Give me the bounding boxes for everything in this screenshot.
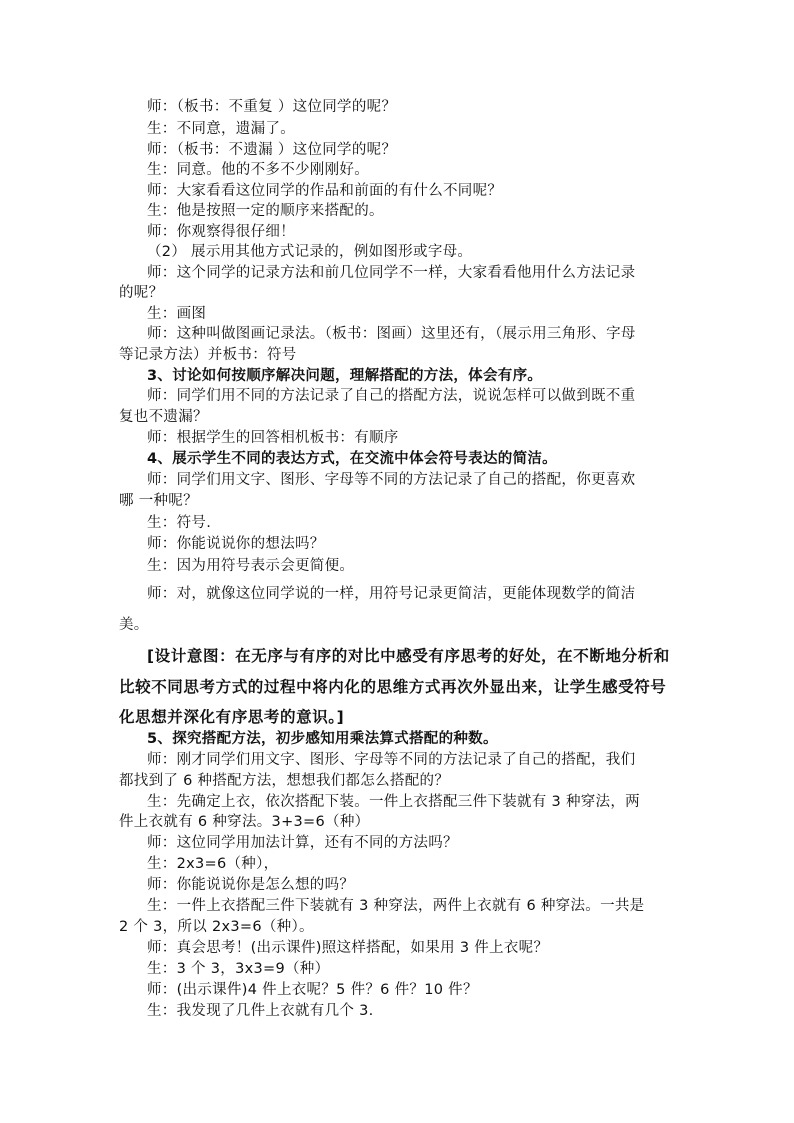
text-line: 师：你能说说你是怎么想的吗？ (147, 877, 355, 893)
text-line: 师：你观察得很仔细！ (147, 224, 295, 240)
text-line: 师：同学们用不同的方法记录了自己的搭配方法，说说怎样可以做到既不重 (147, 388, 636, 404)
text-line: 师：同学们用文字、图形、字母等不同的方法记录了自己的搭配，你更喜欢 (147, 472, 636, 488)
text-line: 复也不遗漏？ (119, 409, 208, 425)
text-line: 师：真会思考！(出示课件)照这样搭配，如果用 3 件上衣呢？ (147, 940, 549, 956)
text-line: 生：先确定上衣，依次搭配下装。一件上衣搭配三件下装就有 3 种穿法，两 (147, 794, 640, 810)
text-line: 师：（板书：不重复 ）这位同学的呢？ (147, 99, 397, 115)
text-line: 师：（板书：不遗漏 ）这位同学的呢？ (147, 142, 397, 158)
text-line: 师：这个同学的记录方法和前几位同学不一样，大家看看他用什么方法记录 (147, 265, 636, 281)
text-line: 生：画图 (147, 306, 207, 322)
section-heading: 3、讨论如何按顺序解决问题，理解搭配的方法，体会有序。 (147, 368, 543, 384)
text-line: （2） 展示用其他方式记录的，例如图形或字母。 (147, 244, 473, 260)
text-line: 生：2x3=6（种）， (147, 856, 279, 872)
text-line: 师：刚才同学们用文字、图形、字母等不同的方法记录了自己的搭配，我们 (147, 752, 636, 768)
text-line: 师：大家看看这位同学的作品和前面的有什么不同呢？ (147, 183, 503, 199)
text-line: 都找到了 6 种搭配方法，想想我们都怎么搭配的？ (119, 773, 450, 789)
text-line: 生：我发现了几件上衣就有几个 3. (147, 1003, 374, 1019)
text-line: 生：他是按照一定的顺序来搭配的。 (147, 203, 384, 219)
text-line: 生：符号. (147, 515, 212, 531)
text-line: 件上衣就有 6 种穿法。3+3=6（种） (119, 814, 370, 830)
text-line: 哪 一种呢？ (119, 493, 198, 509)
text-line: 师：对，就像这位同学说的一样，用符号记录更简洁，更能体现数学的简洁 (147, 586, 636, 602)
text-line: 师：(出示课件)4 件上衣呢？5 件？6 件？10 件？ (147, 982, 478, 998)
text-line: 2 个 3，所以 2x3=6（种）。 (119, 919, 314, 935)
text-line: 美。 (119, 617, 149, 633)
design-intent-note: 化思想并深化有序思考的意识。] (119, 708, 345, 726)
text-line: 生：同意。他的不多不少刚刚好。 (147, 162, 369, 178)
text-line: 的呢？ (119, 285, 164, 301)
text-line: 生：一件上衣搭配三件下装就有 3 种穿法，两件上衣就有 6 种穿法。一共是 (147, 898, 645, 914)
text-line: 生：因为用符号表示会更简便。 (147, 558, 355, 574)
text-line: 生：不同意，遗漏了。 (147, 121, 295, 137)
text-line: 师：你能说说你的想法吗？ (147, 536, 325, 552)
text-line: 师：这种叫做图画记录法。（板书：图画）这里还有，（展示用三角形、字母 (147, 326, 636, 342)
text-line: 等记录方法）并板书：符号 (119, 347, 297, 363)
section-heading: 4、展示学生不同的表达方式，在交流中体会符号表达的简洁。 (147, 451, 557, 467)
section-heading: 5、探究搭配方法，初步感知用乘法算式搭配的种数。 (147, 731, 498, 747)
text-line: 师：根据学生的回答相机板书：有顺序 (147, 430, 399, 446)
design-intent-note: [设计意图：在无序与有序的对比中感受有序思考的好处，在不断地分析和 (147, 647, 670, 665)
text-line: 师：这位同学用加法计算，还有不同的方法吗？ (147, 835, 458, 851)
design-intent-note: 比较不同思考方式的过程中将内化的思维方式再次外显出来，让学生感受符号 (119, 678, 667, 696)
text-line: 生：3 个 3，3x3=9（种） (147, 961, 330, 977)
